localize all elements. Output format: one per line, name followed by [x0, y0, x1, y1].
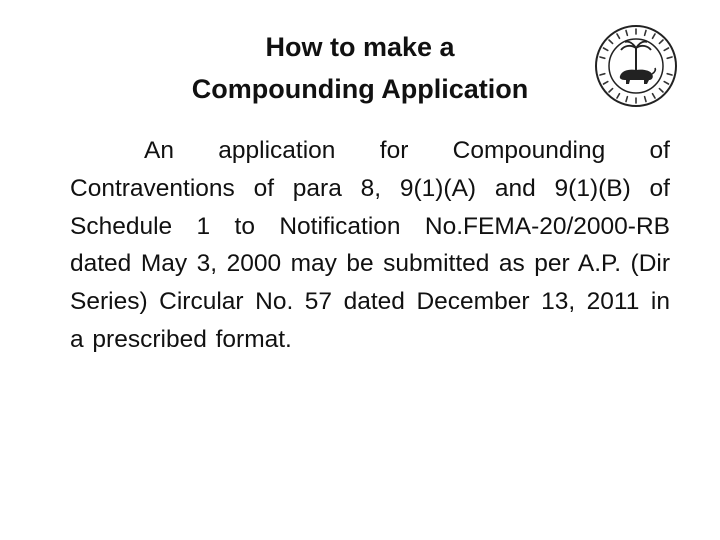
slide-title	[150, 26, 570, 110]
body-paragraph: An application for Compounding of Contraventions of para 8, 9(1)(A) and 9(1)(B) of Schedule 1 to Notification No.FEMA-20/2000-RB dated May 3, 2000 may be submitted as per A.P. (Dir Series) Circular No. 57 dated December 13, 2011 in a prescribed format.	[70, 137, 670, 353]
rbi-seal-icon	[594, 24, 678, 108]
title-line-1: How to make a	[265, 32, 455, 62]
title-line-2: Compounding Application	[191, 74, 529, 104]
